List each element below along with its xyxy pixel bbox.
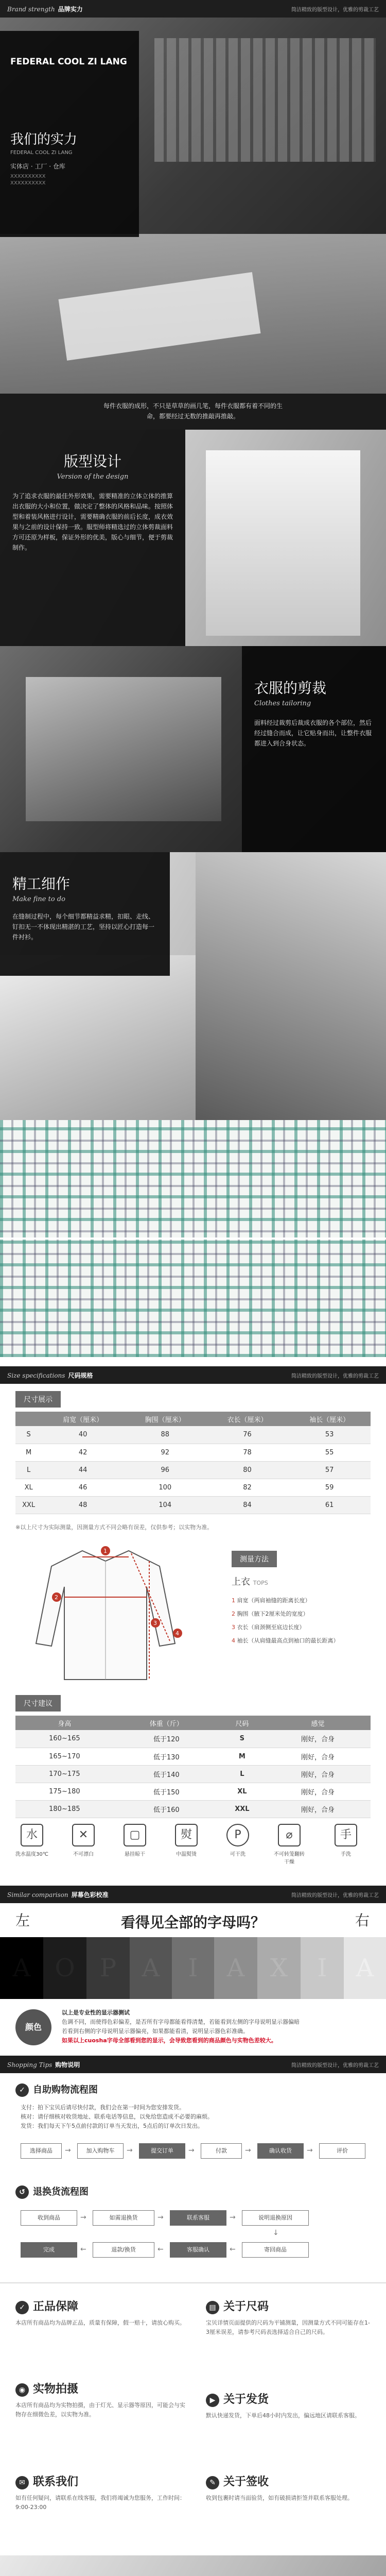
measurement-item <box>232 1634 381 1648</box>
return-step: 说明退换原因 <box>242 2210 309 2226</box>
size-cell: 100 <box>124 1479 206 1496</box>
self-service-heading <box>15 2082 98 2097</box>
hero-line-1: XXXXXXXXXX <box>10 174 46 179</box>
size-suggest-table <box>15 1716 371 1818</box>
arrow-left-icon: ← <box>157 2245 164 2253</box>
camera-icon: ◉ <box>15 2383 29 2397</box>
measurement-item <box>232 1621 381 1634</box>
no-tumble-icon: ⌀ <box>278 1824 301 1846</box>
letter-tile: A <box>214 1937 257 1999</box>
arrow-left-icon: ← <box>80 2245 86 2253</box>
arrow-right-icon: → <box>80 2213 86 2222</box>
measurement-text: 胸围（腋下2厘米处的宽度） <box>237 1611 309 1617</box>
table-row <box>15 1748 371 1765</box>
size-suggest-header-row <box>15 1716 371 1730</box>
pattern-design-text: 为了追求衣服的最佳外形效果，需要精准的立体立体的推算出衣服的大小和位置，做决定了整体的风格和品味。按照体型和着装风格进行设计，需要精确衣服的前后长度，成衣效果与之前的设计保持一致。服型师将精选过的立体剪裁面料方可还原为样板，保证外形的优美，版心与细节，便于剪裁制作。 <box>12 493 173 551</box>
measurement-num: 2 <box>232 1611 235 1617</box>
self-service-line: 支付：拍下宝贝后请尽快付款，我们会在第一时间为您安排发货。 <box>21 2104 185 2111</box>
size-cell: 92 <box>124 1444 206 1461</box>
brand-bar-right-text: 简洁精致的版型设计，优雅的剪裁工艺 <box>291 7 379 13</box>
care-no-tumble <box>273 1824 306 1865</box>
size-cell: 46 <box>42 1479 124 1496</box>
real-shot-text: 本店所有商品均为实物拍摄，由于灯光、显示器等原因，可能会与实物存在细微色差，以实物为准。 <box>15 2402 185 2418</box>
contact-text: 如有任何疑问，请联系在线客服，我们将竭诚为您服务，工作时间：9:00-23:00 <box>15 2495 185 2511</box>
size-cell: 53 <box>288 1426 371 1444</box>
letter-tile: X <box>257 1937 301 1999</box>
flow-step: 付款 <box>201 2143 242 2159</box>
bottom-product-photo <box>0 2555 386 2576</box>
svg-text:2: 2 <box>55 1594 58 1601</box>
cutting-title-en: Clothes tailoring <box>254 700 311 707</box>
screen-calibration-bar <box>0 1886 386 1903</box>
table-row <box>15 1800 371 1818</box>
table-row <box>15 1783 371 1800</box>
suggest-header: 体重（斤） <box>114 1716 219 1730</box>
hero-caption: 每件衣服的成形，不只是草草的画几笔，每件衣服都有着不同的生命，都要经过无数的推敲再推敲。 <box>103 402 283 420</box>
size-chart-header-row <box>15 1412 371 1426</box>
suggest-cell: 低于120 <box>114 1730 219 1748</box>
flow-step: 提交订单 <box>139 2143 185 2159</box>
suggest-header: 尺码 <box>219 1716 265 1730</box>
measurement-text: 袖长（从肩缝最高点到袖口的最长距离） <box>237 1637 339 1644</box>
guarantee-block <box>15 2298 185 2328</box>
suggest-cell: 刚好，合身 <box>265 1748 371 1765</box>
suggest-cell: XL <box>219 1783 265 1800</box>
size-chart-table <box>15 1412 371 1514</box>
return-step: 客服确认 <box>170 2242 226 2258</box>
table-row <box>15 1444 371 1461</box>
divider <box>0 2282 386 2283</box>
letter-tile: I <box>172 1937 214 1999</box>
contact-title: 联系我们 <box>33 2476 79 2488</box>
screen-bar-right-text: 简洁精致的版型设计，优雅的剪裁工艺 <box>291 1893 379 1899</box>
color-note-title: 以上是专业性的显示器测试 <box>62 2009 130 2016</box>
cutting-panel <box>242 646 386 852</box>
hang-dry-icon: ▢ <box>124 1824 146 1846</box>
about-sign-text: 收到包裹时请当面验货，如有破损请拒签并联系客服处理。 <box>206 2495 353 2501</box>
truck-icon: ▶ <box>206 2394 219 2407</box>
cart-icon: ✓ <box>15 2083 29 2097</box>
arrow-right-icon: → <box>188 2146 195 2155</box>
screen-bar-en: Similar comparison 屏幕色彩校准 <box>7 1891 109 1899</box>
brand-strength-bar <box>0 0 386 18</box>
brand-bar-en: Brand strength 品牌实力 <box>7 6 83 13</box>
suggest-cell: 180~185 <box>15 1800 114 1818</box>
suggest-header: 感觉 <box>265 1716 371 1730</box>
size-cell: XL <box>15 1479 42 1496</box>
size-header-0 <box>15 1412 42 1426</box>
about-sign-title: 关于签收 <box>223 2476 269 2488</box>
size-bar-right-text: 简洁精致的版型设计，优雅的剪裁工艺 <box>291 1374 379 1379</box>
real-shot-heading <box>15 2380 185 2397</box>
table-row <box>15 1461 371 1479</box>
size-header-1: 肩宽（厘米） <box>42 1412 124 1426</box>
color-note-2: 若看到右侧的字母说明显示器偏亮，如果都能看清，说明显示器色彩准确。 <box>62 2028 249 2035</box>
contact-block <box>15 2473 185 2512</box>
size-cell: L <box>15 1461 42 1479</box>
care-dry-clean <box>221 1824 254 1857</box>
letter-tile: P <box>86 1937 130 1999</box>
workmanship-text: 在缝制过程中，每个细节都精益求精，扣眼、走线、钉扣无一不体现出精湛的工艺，坚持以匠心打造每一件衬衫。 <box>12 913 155 941</box>
size-bar-cn: 尺码规格 <box>68 1372 93 1379</box>
pattern-design-panel <box>0 430 185 646</box>
hero-caption-strip <box>0 394 386 430</box>
suggest-cell: 165~170 <box>15 1748 114 1765</box>
size-cell: 44 <box>42 1461 124 1479</box>
care-label: 可干洗 <box>230 1852 245 1857</box>
care-hang-dry <box>118 1824 151 1857</box>
table-row <box>15 1496 371 1514</box>
care-label: 手洗 <box>341 1852 351 1857</box>
about-shipping-heading <box>206 2391 371 2407</box>
color-check-right: 右 <box>355 1912 370 1929</box>
real-shot-title: 实物拍摄 <box>33 2383 79 2396</box>
size-chart-title: 尺寸展示 <box>15 1391 61 1408</box>
size-cell: 42 <box>42 1444 124 1461</box>
measurement-garment <box>232 1574 268 1588</box>
measurement-item <box>232 1607 381 1621</box>
suggest-cell: M <box>219 1748 265 1765</box>
suggest-header: 身高 <box>15 1716 114 1730</box>
shield-icon: ✓ <box>15 2301 29 2314</box>
ruler-icon: ▤ <box>206 2301 219 2314</box>
fabric-divider <box>0 1238 386 1240</box>
hand-wash-icon: 手 <box>335 1824 357 1846</box>
about-size-block <box>206 2298 371 2337</box>
contact-heading <box>15 2473 185 2489</box>
about-size-heading <box>206 2298 371 2314</box>
size-header-2: 胸围（厘米） <box>124 1412 206 1426</box>
size-cell: 82 <box>206 1479 289 1496</box>
suggest-cell: 低于160 <box>114 1800 219 1818</box>
hero-line-2: XXXXXXXXXX <box>10 180 46 186</box>
hands-button-photo <box>196 852 386 1120</box>
measurement-text: 衣长（肩颈侧至底边长度） <box>237 1624 305 1631</box>
hero-section-sub: FEDERAL COOL ZI LANG <box>10 150 73 156</box>
color-check-notes <box>62 2008 371 2045</box>
letter-tile: A <box>0 1937 43 1999</box>
svg-text:4: 4 <box>176 1630 179 1637</box>
measurement-num: 4 <box>232 1637 235 1644</box>
hero-logo-text: FEDERAL COOL ZI LANG <box>10 57 127 67</box>
svg-text:1: 1 <box>103 1548 107 1554</box>
shop-bar-en: Shopping Tips 购物说明 <box>7 2061 80 2069</box>
care-iron <box>170 1824 203 1857</box>
arrow-right-icon: → <box>230 2213 236 2222</box>
shop-bar-right-text: 简洁精致的版型设计，优雅的剪裁工艺 <box>291 2063 379 2069</box>
shopping-tips-bar <box>0 2056 386 2073</box>
care-label: 洗水温度30℃ <box>15 1852 48 1857</box>
hero-info-panel <box>0 31 139 237</box>
signature-icon: ✎ <box>206 2476 219 2489</box>
color-badge: 颜色 <box>15 2009 51 2045</box>
return-step: 寄回商品 <box>242 2242 309 2258</box>
letter-tile: O <box>43 1937 86 1999</box>
cutting-text: 面料经过裁剪后裁成衣服的各个部位，然后经过缝合而成，让它贴身而出，让整件衣服都进入到合身状态。 <box>254 719 372 747</box>
chat-icon: ✉ <box>15 2476 29 2489</box>
color-check-left: 左 <box>15 1912 30 1929</box>
iron-icon: 熨 <box>175 1824 198 1846</box>
measurement-pill: 测量方法 <box>232 1551 277 1567</box>
pattern-design-title-en: Version of the design <box>57 473 129 481</box>
suggest-cell: 刚好，合身 <box>265 1783 371 1800</box>
svg-text:3: 3 <box>153 1620 157 1626</box>
size-cell: XXL <box>15 1496 42 1514</box>
size-cell: 61 <box>288 1496 371 1514</box>
return-step: 收到商品 <box>21 2210 77 2226</box>
flow-step: 加入购物车 <box>77 2143 124 2159</box>
about-size-text: 宝贝详情页面提供的尺码为平铺测量，因测量方式不同可能存在1-3厘米误差，请参考尺码表选择适合自己的尺码。 <box>206 2319 370 2335</box>
arrow-right-icon: → <box>157 2213 164 2222</box>
pattern-design-title: 版型设计 <box>63 453 121 470</box>
guarantee-heading <box>15 2298 185 2314</box>
care-label: 不可转笼翻转干燥 <box>274 1852 305 1865</box>
measurement-garment-cn: 上衣 <box>232 1577 250 1587</box>
about-shipping-text: 默认快递发货，下单后48小时内发出，偏远地区请联系客服。 <box>206 2412 360 2419</box>
workmanship-panel <box>0 852 170 976</box>
about-shipping-block <box>206 2391 371 2420</box>
measurement-list <box>232 1594 381 1648</box>
no-bleach-icon: ✕ <box>72 1824 95 1846</box>
dry-clean-icon: P <box>226 1824 249 1846</box>
about-sign-block <box>206 2473 371 2503</box>
care-hand-wash <box>329 1824 362 1857</box>
screen-bar-cn: 屏幕色彩校准 <box>71 1891 109 1899</box>
about-size-title: 关于尺码 <box>223 2300 269 2313</box>
hero-section-title: 我们的实力 <box>10 132 78 147</box>
size-cell: 88 <box>124 1426 206 1444</box>
shop-bar-cn: 购物说明 <box>55 2061 80 2069</box>
self-service-text <box>21 2103 371 2131</box>
return-heading <box>15 2184 89 2199</box>
real-shot-block <box>15 2380 185 2419</box>
table-row <box>15 1730 371 1748</box>
return-step: 完成 <box>21 2242 77 2258</box>
shirt-outline-icon <box>21 1540 190 1690</box>
arrow-right-icon: → <box>307 2146 313 2155</box>
sewing-machine-photo <box>0 955 196 1120</box>
size-cell: S <box>15 1426 42 1444</box>
size-cell: 40 <box>42 1426 124 1444</box>
color-warning: 如果以上cuosha字母全部看到您的显示，会导致您看到的商品颜色与实物色差较大。 <box>62 2037 277 2044</box>
size-cell: 55 <box>288 1444 371 1461</box>
size-cell: 57 <box>288 1461 371 1479</box>
return-step: 如需退换货 <box>93 2210 154 2226</box>
size-cell: M <box>15 1444 42 1461</box>
size-cell: 96 <box>124 1461 206 1479</box>
suggest-cell: 低于130 <box>114 1748 219 1765</box>
color-check-question: 看得见全部的字母吗？ <box>120 1914 265 1931</box>
color-note-1: 色调不同，而使得色彩偏差，是否所有字母都能看得清楚，若能看到左侧的字母说明显示器偏暗 <box>62 2019 300 2025</box>
suggest-cell: 刚好，合身 <box>265 1765 371 1783</box>
size-suggest-title: 尺寸建议 <box>15 1695 61 1711</box>
scissors-photo <box>26 677 221 821</box>
letter-tile: I <box>301 1937 344 1999</box>
return-icon: ↺ <box>15 2185 29 2199</box>
size-chart-note: ※以上尺寸为实际测量，因测量方式不同会略有误差，仅供参考；以实物为准。 <box>15 1524 213 1531</box>
suggest-cell: 170~175 <box>15 1765 114 1783</box>
care-label: 中温熨烫 <box>176 1852 197 1857</box>
size-spec-bar <box>0 1366 386 1384</box>
size-header-4: 袖长（厘米） <box>288 1412 371 1426</box>
suggest-cell: 低于140 <box>114 1765 219 1783</box>
care-no-bleach <box>67 1824 100 1857</box>
return-step: 联系客服 <box>170 2210 226 2226</box>
size-cell: 78 <box>206 1444 289 1461</box>
measurement-num: 3 <box>232 1624 235 1631</box>
size-cell: 80 <box>206 1461 289 1479</box>
guarantee-title: 正品保障 <box>33 2300 79 2313</box>
size-cell: 104 <box>124 1496 206 1514</box>
white-shirt-photo <box>206 450 360 636</box>
size-bar-en: Size specifications 尺码规格 <box>7 1372 93 1379</box>
workmanship-title-en: Make fine to do <box>12 895 65 903</box>
flow-step: 评价 <box>319 2143 365 2159</box>
return-title: 退换货流程图 <box>33 2187 89 2197</box>
suggest-cell: L <box>219 1765 265 1783</box>
shelf-texture <box>154 38 376 162</box>
size-cell: 59 <box>288 1479 371 1496</box>
cutting-title: 衣服的剪裁 <box>254 680 327 697</box>
about-sign-heading <box>206 2473 371 2489</box>
suggest-cell: 刚好，合身 <box>265 1800 371 1818</box>
self-service-line: 核对：请仔细核对收货地址、联系电话等信息，以免给您造成不必要的麻烦。 <box>21 2113 213 2120</box>
measurement-garment-en: TOPS <box>253 1580 268 1586</box>
self-service-line: 发货：我们每天下午5点前付款的订单当天发出，5点后的订单次日发出。 <box>21 2123 203 2129</box>
brand-bar-cn: 品牌实力 <box>58 6 83 13</box>
suggest-cell: XXL <box>219 1800 265 1818</box>
shirt-measure-diagram <box>21 1540 190 1690</box>
guarantee-text: 本店所有商品均为品牌正品，质量有保障，假一赔十，请放心购买。 <box>15 2319 185 2326</box>
arrow-left-icon: ← <box>230 2245 236 2253</box>
table-row <box>15 1426 371 1444</box>
measurement-item <box>232 1594 381 1607</box>
measurement-num: 1 <box>232 1597 235 1604</box>
size-cell: 76 <box>206 1426 289 1444</box>
hero-line-0: 实体店 · 工厂 · 仓库 <box>10 163 65 170</box>
suggest-cell: 刚好，合身 <box>265 1730 371 1748</box>
care-label: 悬挂晾干 <box>125 1852 145 1857</box>
table-row <box>15 1479 371 1496</box>
about-shipping-title: 关于发货 <box>223 2393 269 2406</box>
letter-tile: A <box>344 1937 386 1999</box>
suggest-cell: S <box>219 1730 265 1748</box>
suggest-cell: 160~165 <box>15 1730 114 1748</box>
measurement-text: 肩宽（两肩袖缝的距离长度） <box>237 1597 311 1604</box>
flow-step: 选择商品 <box>21 2143 62 2159</box>
return-step: 退款/换货 <box>93 2242 154 2258</box>
table-row <box>15 1765 371 1783</box>
suggest-cell: 低于150 <box>114 1783 219 1800</box>
arrow-right-icon: → <box>245 2146 251 2155</box>
letter-gradient-strip <box>0 1937 386 1999</box>
letter-tile: A <box>130 1937 172 1999</box>
flow-step: 确认收货 <box>257 2143 304 2159</box>
size-header-3: 衣长（厘米） <box>206 1412 289 1426</box>
size-cell: 84 <box>206 1496 289 1514</box>
workmanship-title: 精工细作 <box>12 875 71 892</box>
self-service-title: 自助购物流程图 <box>33 2084 98 2095</box>
arrow-right-icon: → <box>127 2146 133 2155</box>
wash-icon: 水 <box>21 1824 43 1846</box>
arrow-right-icon: → <box>65 2146 71 2155</box>
arrow-down-icon: ↓ <box>273 2229 279 2237</box>
care-wash-30 <box>15 1824 48 1857</box>
size-cell: 48 <box>42 1496 124 1514</box>
suggest-cell: 175~180 <box>15 1783 114 1800</box>
care-label: 不可漂白 <box>73 1852 94 1857</box>
